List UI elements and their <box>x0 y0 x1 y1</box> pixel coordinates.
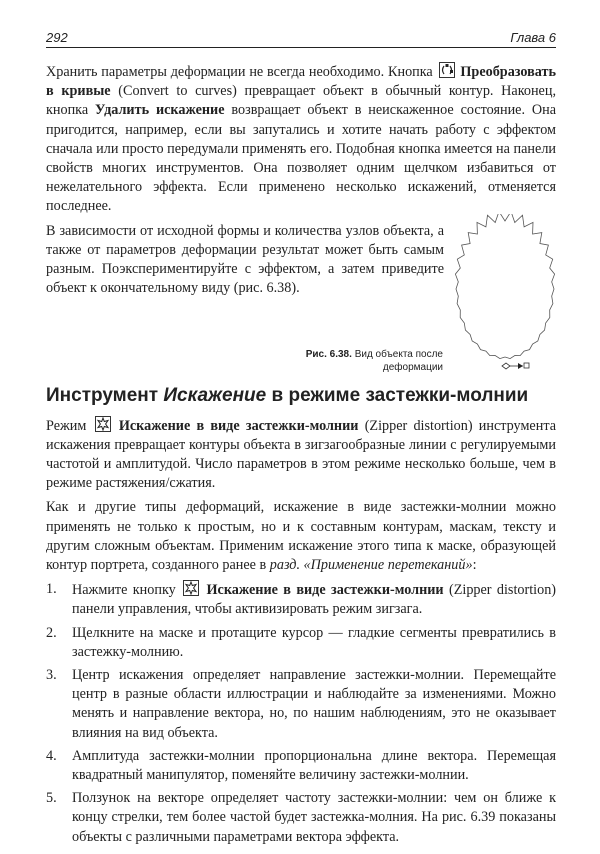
figure-row <box>46 222 556 382</box>
center-diamond-handle <box>502 363 510 369</box>
zipper-distortion-icon <box>95 416 111 432</box>
chapter-title: Глава 6 <box>510 30 556 45</box>
button-name-convert-to-curves: Преобразовать в кривые <box>46 64 557 100</box>
steps-list <box>46 580 556 847</box>
figure-caption-text: Вид объекта после деформации <box>354 348 443 373</box>
paragraph-text: Режим <box>46 417 87 434</box>
step-number: 1. <box>46 581 57 598</box>
convert-to-curves-icon <box>439 62 455 78</box>
zipper-contour <box>455 214 554 359</box>
step-number: 3. <box>46 667 57 684</box>
step-text: (Zipper distortion) панели управления, чтобы активизировать режим зигзага. <box>72 582 557 618</box>
list-item <box>46 747 556 785</box>
paragraph-results: В зависимости от исходной формы и количества узлов объекта, а также от параметров деформации результат может быть самым разным. Поэкспериментируйте с эффектом, а затем приведите объект к окончательному виду (рис. 6.38). <box>46 222 444 297</box>
figure-zipper-ellipse <box>445 214 565 379</box>
page-body <box>46 62 556 851</box>
list-item <box>46 624 556 662</box>
paragraph-text: Как и другие типы деформаций, искажение в виде застежки-молнии можно применять не только к простым, но и к составным контурам, маскам, тексту и другим сложным объектам. Применим искажение этого типа к маске, образующей контур портрета, созданного ранее в <box>46 499 556 574</box>
page-header <box>46 30 556 48</box>
step-text: Ползунок на векторе определяет частоту застежки-молнии: чем он ближе к концу стрелки, тем более частой будет застежка-молния. На рис. 6.39 показаны объекты с различными параметрами вектора эффекта. <box>72 790 556 845</box>
paragraph-mask: Как и другие типы деформаций, искажение в виде застежки-молнии можно применять не только к простым, но и к составным контурам, маскам, тексту и другим сложным объектам. Применим искажение этого типа к маске, образующей контур портрета, созданного ранее в разд. «Применение перетеканий»: <box>46 499 556 574</box>
list-item <box>46 666 556 743</box>
zipper-distortion-icon <box>183 580 199 596</box>
page-number: 292 <box>46 30 68 45</box>
paragraph-text: возвращает объект в неискаженное состояние. Она пригодится, например, если вы запутались и хотите начать работу с эффектом сначала или просто передумали применять его. Подобная кнопка имеется на панели свойств многих инструментов. Она позволяет одним щелчком избавиться от нежелательного эффекта. Если применено несколько искажений, отменяется последнее. <box>46 102 557 215</box>
paragraph-text: (Zipper distortion) инструмента искажения превращает контуры объекта в зигзагообразные линии с регулируемыми частотой и амплитудой. Число параметров в этом режиме несколько больше, чем в режиме растяжения/сжатия. <box>46 417 556 492</box>
mode-name: Искажение в виде застежки-молнии <box>118 417 359 434</box>
step-number: 4. <box>46 747 57 764</box>
step-text: Амплитуда застежки-молнии пропорциональна длине вектора. Перемещая квадратный манипулятор, поменяйте величину застежки-молнии. <box>72 747 556 784</box>
list-item <box>46 789 556 847</box>
section-reference: разд. «Применение перетеканий» <box>269 557 473 574</box>
list-item <box>46 580 556 619</box>
paragraph-text: Хранить параметры деформации не всегда необходимо. Кнопка <box>46 64 433 80</box>
button-name: Искажение в виде застежки-молнии <box>206 582 444 599</box>
square-amplitude-handle <box>524 363 529 368</box>
figure-caption <box>300 348 443 374</box>
section-heading: Инструмент Искажение в режиме застежки-молнии <box>46 384 529 406</box>
button-name-remove-distortion: Удалить искажение <box>95 102 225 119</box>
paragraph-zipper-mode <box>46 416 556 494</box>
step-number: 5. <box>46 790 57 807</box>
step-text: Нажмите кнопку <box>72 582 176 599</box>
step-number: 2. <box>46 624 57 641</box>
figure-label: Рис. 6.38. <box>305 348 352 360</box>
step-text: Щелкните на маске и протащите курсор — гладкие сегменты превратились в застежку-молнию. <box>72 624 556 660</box>
slider-arrow-handle <box>518 363 523 369</box>
paragraph-convert <box>46 62 556 217</box>
step-text: Центр искажения определяет направление застежки-молнии. Перемещайте центр в разные области иллюстрации и наблюдайте за изменениями. Можно менять и направление вектора, но, по нашим наблюдениям, это не оказывает влияния на вид объекта. <box>72 667 556 741</box>
paragraph-text: (Convert to curves) превращает объект в обычный контур. Наконец, кнопка <box>46 83 556 119</box>
